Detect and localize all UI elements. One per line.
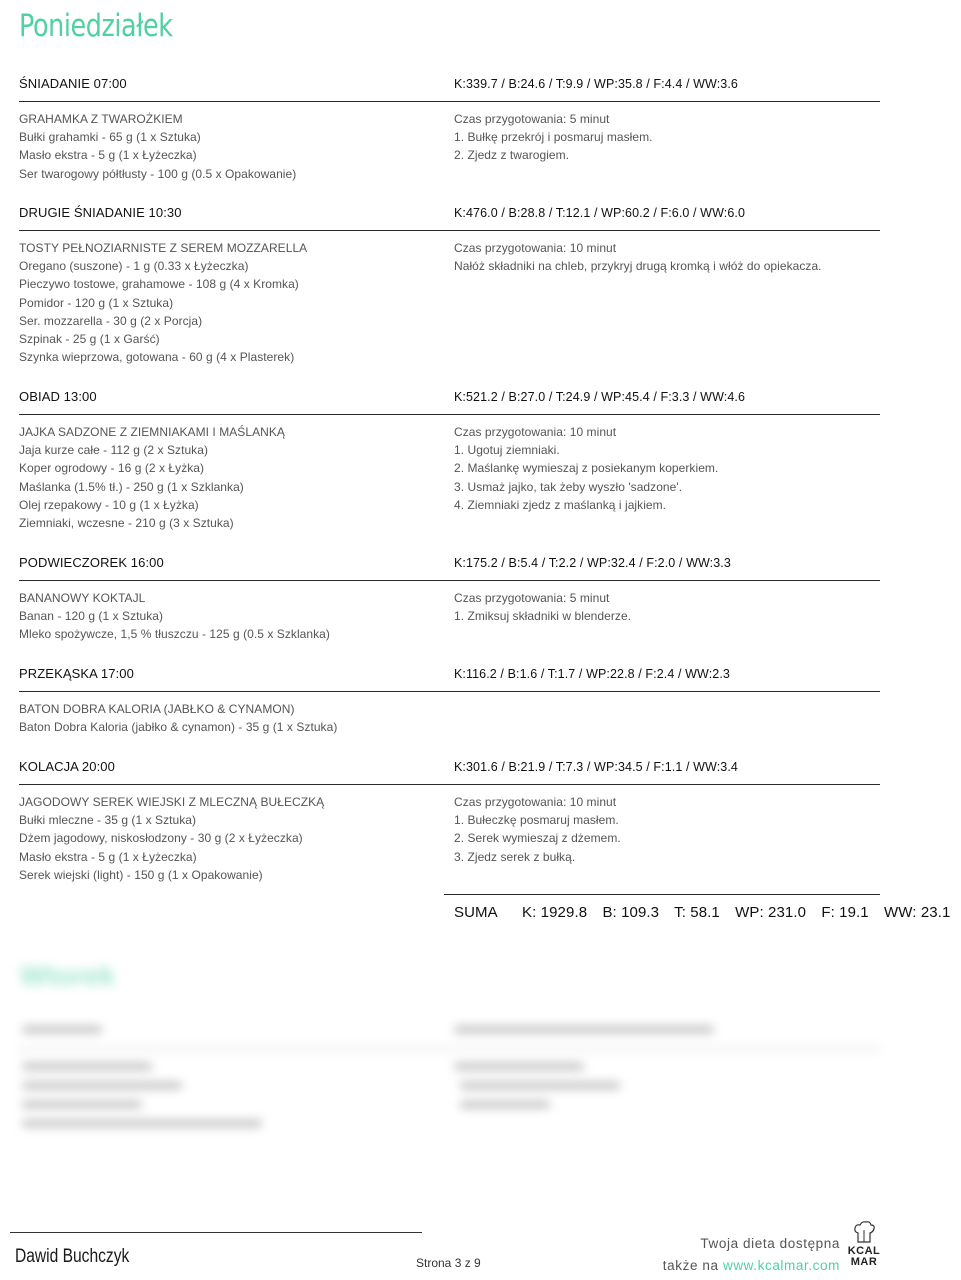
instructions-column xyxy=(454,589,884,625)
meal-header xyxy=(0,74,913,110)
ingredient-item: Ser twarogowy półtłusty - 100 g (0.5 x Opakowanie) xyxy=(19,166,297,181)
meal-divider xyxy=(19,101,880,102)
meal-header xyxy=(0,553,913,589)
ingredient-item: Baton Dobra Kaloria (jabłko & cynamon) - 35 g (1 x Sztuka) xyxy=(19,720,338,735)
summary-ww: WW: 23.1 xyxy=(884,904,951,921)
meal-divider xyxy=(19,580,880,581)
meal-header xyxy=(0,664,913,700)
meal-section xyxy=(0,387,913,531)
promo-prefix: także na xyxy=(662,1258,723,1273)
ingredient-item: Maślanka (1.5% tł.) - 250 g (1 x Szklanka) xyxy=(19,479,244,494)
ingredients-column xyxy=(19,589,439,644)
instruction-step: 2. Zjedz z twarogiem. xyxy=(454,148,570,163)
meal-name: KOLACJA 20:00 xyxy=(19,759,115,774)
meal-name: PRZEKĄSKA 17:00 xyxy=(19,666,134,681)
summary-carbs: WP: 231.0 xyxy=(735,904,807,921)
meal-divider xyxy=(19,784,880,785)
instruction-step: 1. Ugotuj ziemniaki. xyxy=(454,443,560,458)
blurred-line xyxy=(22,1101,142,1108)
promo-url-link[interactable]: www.kcalmar.com xyxy=(722,1258,840,1273)
recipe-title: GRAHAMKA Z TWAROŻKIEM xyxy=(19,112,183,126)
instruction-step: 2. Maślankę wymieszaj z posiekanym koperkiem. xyxy=(454,461,719,476)
kcalmar-logo xyxy=(845,1220,883,1272)
promo-link-line xyxy=(663,1255,840,1277)
blurred-line xyxy=(454,1026,714,1033)
ingredient-item: Pomidor - 120 g (1 x Sztuka) xyxy=(19,295,174,310)
recipe-title: BANANOWY KOKTAJL xyxy=(19,591,146,605)
instruction-step: 1. Bułeczkę posmaruj masłem. xyxy=(454,813,619,828)
recipe-title: JAGODOWY SEREK WIEJSKI Z MLECZNĄ BUŁECZKĄ xyxy=(19,795,325,809)
prep-time: Czas przygotowania: 5 minut xyxy=(454,112,610,126)
prep-time: Czas przygotowania: 10 minut xyxy=(454,425,617,439)
meal-name: DRUGIE ŚNIADANIE 10:30 xyxy=(19,205,182,220)
recipe-title: TOSTY PEŁNOZIARNISTE Z SEREM MOZZARELLA xyxy=(19,241,308,255)
recipe-title: JAJKA SADZONE Z ZIEMNIAKAMI I MAŚLANKĄ xyxy=(19,425,285,439)
page-number: Strona 3 z 9 xyxy=(416,1256,481,1270)
ingredients-column xyxy=(19,423,439,532)
instruction-step: 4. Ziemniaki zjedz z maślanką i jajkiem. xyxy=(454,497,667,512)
ingredient-item: Dżem jagodowy, niskosłodzony - 30 g (2 x Łyżeczka) xyxy=(19,831,303,846)
meal-macros: K:521.2 / B:27.0 / T:24.9 / WP:45.4 / F:3.3 / WW:4.6 xyxy=(454,390,745,404)
blurred-day-title: Wtorek xyxy=(20,960,115,991)
meal-macros: K:339.7 / B:24.6 / T:9.9 / WP:35.8 / F:4.4 / WW:3.6 xyxy=(454,77,738,91)
meal-name: OBIAD 13:00 xyxy=(19,389,97,404)
meal-divider xyxy=(19,691,880,692)
instruction-step: 2. Serek wymieszaj z dżemem. xyxy=(454,831,621,846)
promo-line: Twoja dieta dostępna xyxy=(700,1236,840,1251)
meal-header xyxy=(0,387,913,423)
instructions-column xyxy=(454,793,884,866)
blurred-line xyxy=(22,1120,262,1127)
logo-word-top: KCAL xyxy=(847,1245,881,1257)
blurred-line xyxy=(22,1082,182,1089)
blurred-rule xyxy=(19,1048,880,1050)
footer-divider xyxy=(10,1232,422,1233)
ingredient-item: Jaja kurze całe - 112 g (2 x Sztuka) xyxy=(19,443,208,458)
ingredient-item: Ziemniaki, wczesne - 210 g (3 x Sztuka) xyxy=(19,516,234,531)
ingredient-item: Olej rzepakowy - 10 g (1 x Łyżka) xyxy=(19,497,199,512)
summary-divider xyxy=(444,894,880,895)
ingredient-item: Masło ekstra - 5 g (1 x Łyżeczka) xyxy=(19,148,197,163)
instructions-column xyxy=(454,239,884,275)
meal-section xyxy=(0,553,913,642)
meal-section xyxy=(0,664,913,735)
summary-protein: B: 109.3 xyxy=(602,904,660,921)
blurred-line xyxy=(454,1063,584,1070)
footer-promo xyxy=(663,1233,840,1277)
meal-macros: K:476.0 / B:28.8 / T:12.1 / WP:60.2 / F:6.0 / WW:6.0 xyxy=(454,206,745,220)
instruction-step: Nałóż składniki na chleb, przykryj drugą kromką i włóż do opiekacza. xyxy=(454,259,822,274)
summary-fat: T: 58.1 xyxy=(674,904,720,921)
logo-wordmark xyxy=(845,1246,883,1268)
logo-word-bottom: MAR xyxy=(850,1256,878,1268)
summary-fiber: F: 19.1 xyxy=(821,904,869,921)
recipe-title: BATON DOBRA KALORIA (JABŁKO & CYNAMON) xyxy=(19,702,295,716)
ingredients-column xyxy=(19,793,439,884)
meal-section xyxy=(0,74,913,181)
ingredient-item: Masło ekstra - 5 g (1 x Łyżeczka) xyxy=(19,849,197,864)
instruction-step: 3. Usmaż jajko, tak żeby wyszło 'sadzone'. xyxy=(454,479,683,494)
meal-header xyxy=(0,203,913,239)
daily-summary xyxy=(454,904,961,921)
ingredients-column xyxy=(19,700,439,736)
ingredient-item: Szynka wieprzowa, gotowana - 60 g (4 x Plasterek) xyxy=(19,350,295,365)
instruction-step: 3. Zjedz serek z bułką. xyxy=(454,849,576,864)
blurred-line xyxy=(460,1082,620,1089)
instruction-step: 1. Zmiksuj składniki w blenderze. xyxy=(454,609,632,624)
meal-macros: K:116.2 / B:1.6 / T:1.7 / WP:22.8 / F:2.4 / WW:2.3 xyxy=(454,667,730,681)
ingredient-item: Banan - 120 g (1 x Sztuka) xyxy=(19,609,164,624)
blurred-next-day-preview xyxy=(0,948,913,1148)
blurred-line xyxy=(22,1026,102,1033)
footer-author: Dawid Buchczyk xyxy=(15,1246,130,1267)
meal-macros: K:301.6 / B:21.9 / T:7.3 / WP:34.5 / F:1.1 / WW:3.4 xyxy=(454,760,738,774)
ingredient-item: Bułki mleczne - 35 g (1 x Sztuka) xyxy=(19,813,197,828)
prep-time: Czas przygotowania: 10 minut xyxy=(454,241,617,255)
ingredient-item: Oregano (suszone) - 1 g (0.33 x Łyżeczka) xyxy=(19,259,249,274)
ingredient-item: Mleko spożywcze, 1,5 % tłuszczu - 125 g (0.5 x Szklanka) xyxy=(19,627,330,642)
ingredients-column xyxy=(19,239,439,366)
meal-section xyxy=(0,757,913,882)
prep-time: Czas przygotowania: 5 minut xyxy=(454,591,610,605)
meal-name: PODWIECZOREK 16:00 xyxy=(19,555,164,570)
summary-kcal: K: 1929.8 xyxy=(522,904,588,921)
instruction-step: 1. Bułkę przekrój i posmaruj masłem. xyxy=(454,130,653,145)
ingredient-item: Koper ogrodowy - 16 g (2 x Łyżka) xyxy=(19,461,205,476)
ingredients-column xyxy=(19,110,439,183)
ingredient-item: Serek wiejski (light) - 150 g (1 x Opakowanie) xyxy=(19,867,263,882)
chef-hat-icon xyxy=(845,1220,883,1246)
ingredient-item: Pieczywo tostowe, grahamowe - 108 g (4 x Kromka) xyxy=(19,277,299,292)
instructions-column xyxy=(454,110,884,165)
instructions-column xyxy=(454,423,884,514)
meal-header xyxy=(0,757,913,793)
summary-label: SUMA xyxy=(454,904,498,921)
meal-macros: K:175.2 / B:5.4 / T:2.2 / WP:32.4 / F:2.0 / WW:3.3 xyxy=(454,556,731,570)
blurred-line xyxy=(460,1101,550,1108)
meal-divider xyxy=(19,414,880,415)
day-title: Poniedziałek xyxy=(19,8,173,44)
ingredient-item: Bułki grahamki - 65 g (1 x Sztuka) xyxy=(19,130,201,145)
blurred-line xyxy=(22,1063,152,1070)
meal-name: ŚNIADANIE 07:00 xyxy=(19,76,127,91)
ingredient-item: Szpinak - 25 g (1 x Garść) xyxy=(19,332,160,347)
meal-divider xyxy=(19,230,880,231)
meal-section xyxy=(0,203,913,365)
ingredient-item: Ser. mozzarella - 30 g (2 x Porcja) xyxy=(19,313,203,328)
prep-time: Czas przygotowania: 10 minut xyxy=(454,795,617,809)
